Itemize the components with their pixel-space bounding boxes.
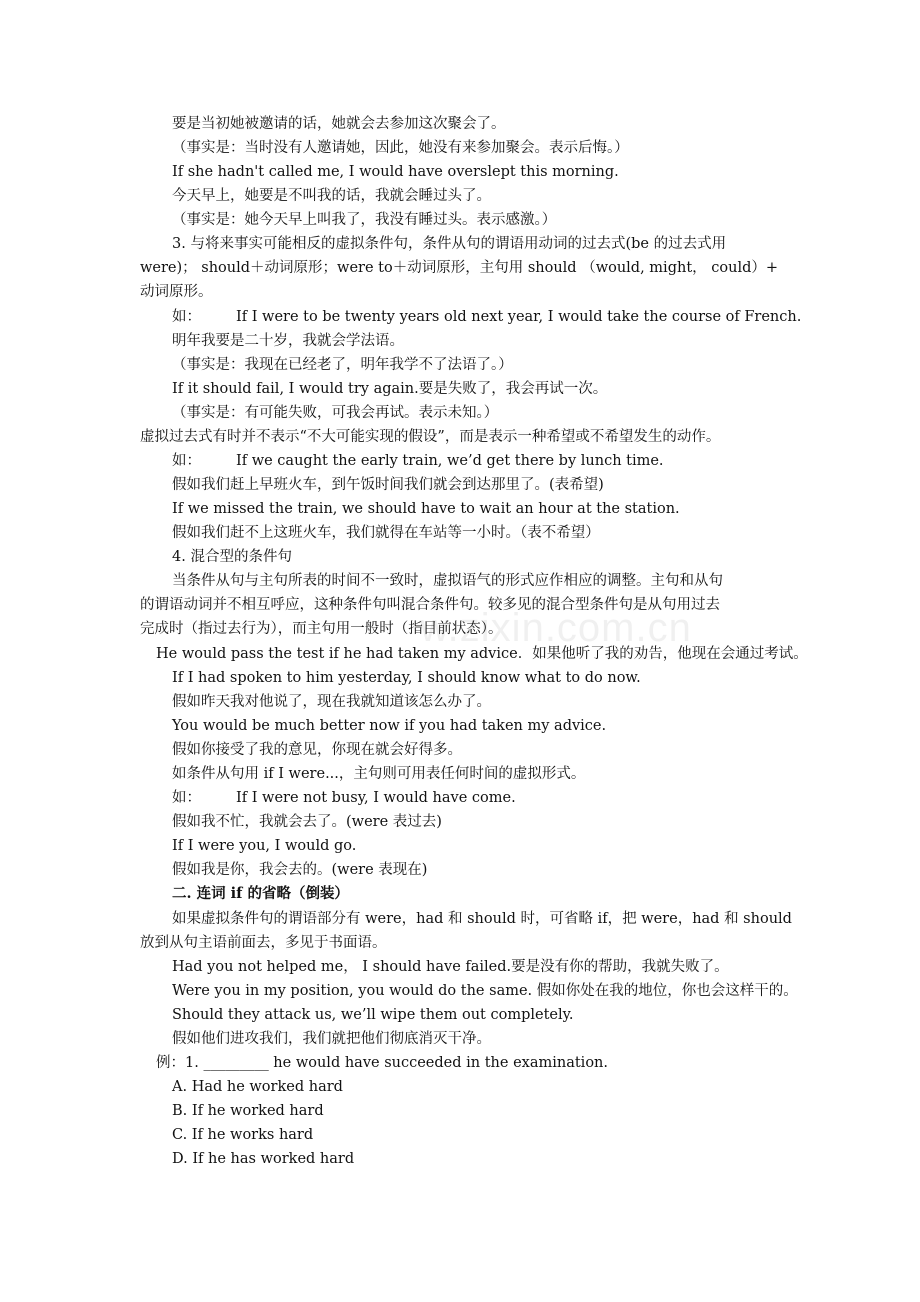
example-line — [172, 788, 516, 808]
text-line: If it should fail, I would try again.要是失败了，我会再试一次。 — [172, 381, 608, 397]
section-heading-4: 4. 混合型的条件句 — [172, 549, 292, 565]
text-line: were)； should＋动词原形；were to＋动词原形，主句用 should （would, might， could）+ — [140, 260, 779, 276]
exercise-question: 例：1. _________ he would have succeeded in the examination. — [156, 1055, 608, 1071]
example-prefix: 如： — [172, 790, 201, 806]
text-line: 假如我是你，我会去的。(were 表现在) — [172, 862, 428, 878]
text-line: 假如我们赶不上这班火车，我们就得在车站等一小时。（表不希望） — [172, 525, 600, 541]
text-line: If I were you, I would go. — [172, 838, 357, 854]
text-line: If she hadn't called me, I would have overslept this morning. — [172, 164, 619, 180]
option-a: A. Had he worked hard — [172, 1079, 343, 1095]
option-b: B. If he worked hard — [172, 1103, 324, 1119]
text-line: 当条件从句与主句所表的时间不一致时，虚拟语气的形式应作相应的调整。主句和从句 — [172, 573, 723, 589]
text-line: （事实是：我现在已经老了，明年我学不了法语了。） — [172, 357, 513, 373]
text-line: 虚拟过去式有时并不表示“不大可能实现的假设”，而是表示一种希望或不希望发生的动作。 — [140, 429, 721, 445]
watermark: w.zixin.com.cn — [420, 606, 692, 650]
text-line: 今天早上，她要是不叫我的话，我就会睡过头了。 — [172, 188, 491, 204]
text-line: 明年我要是二十岁，我就会学法语。 — [172, 333, 404, 349]
text-line: （事实是：当时没有人邀请她，因此，她没有来参加聚会。表示后悔。） — [172, 140, 629, 156]
text-line: Had you not helped me， I should have failed.要是没有你的帮助，我就失败了。 — [172, 959, 729, 975]
text-line: 要是当初她被邀请的话，她就会去参加这次聚会了。 — [172, 116, 506, 132]
text-line: He would pass the test if he had taken my advice．如果他听了我的劝告，他现在会通过考试。 — [156, 646, 808, 662]
example-line — [172, 307, 801, 327]
example-line — [172, 451, 664, 471]
text-line: 动词原形。 — [140, 284, 213, 300]
text-line: 如条件从句用 if I were...，主句则可用表任何时间的虚拟形式。 — [172, 766, 586, 782]
option-c: C. If he works hard — [172, 1127, 314, 1143]
text-line: 假如我们赶上早班火车，到午饭时间我们就会到达那里了。(表希望) — [172, 477, 604, 493]
text-line: 假如我不忙，我就会去了。(were 表过去) — [172, 814, 442, 830]
example-prefix: 如： — [172, 309, 201, 325]
option-d: D. If he has worked hard — [172, 1151, 355, 1167]
section-heading-2: 二. 连词 if 的省略（倒装） — [172, 885, 349, 902]
text-line: （事实是：她今天早上叫我了，我没有睡过头。表示感激。） — [172, 212, 557, 228]
text-line: You would be much better now if you had taken my advice. — [172, 718, 607, 734]
text-line: 放到从句主语前面去，多见于书面语。 — [140, 935, 387, 951]
text-line: 假如昨天我对他说了，现在我就知道该怎么办了。 — [172, 694, 491, 710]
text-line: 如果虚拟条件句的谓语部分有 were，had 和 should 时，可省略 if，把 were，had 和 should — [172, 911, 792, 927]
text-line: If I had spoken to him yesterday, I should know what to do now. — [172, 670, 641, 686]
text-line: If we missed the train, we should have to wait an hour at the station. — [172, 501, 680, 517]
example-text: If I were not busy, I would have come. — [236, 790, 516, 806]
example-prefix: 如： — [172, 453, 201, 469]
text-line: 假如他们进攻我们，我们就把他们彻底消灭干净。 — [172, 1031, 491, 1047]
text-line: 完成时（指过去行为），而主句用一般时（指目前状态）。 — [140, 621, 503, 637]
text-line: （事实是：有可能失败，可我会再试。表示未知。） — [172, 405, 499, 421]
text-line: 假如你接受了我的意见，你现在就会好得多。 — [172, 742, 462, 758]
section-heading-3: 3. 与将来事实可能相反的虚拟条件句，条件从句的谓语用动词的过去式(be 的过去式用 — [172, 236, 727, 252]
example-text: If we caught the early train, we’d get there by lunch time. — [236, 453, 664, 469]
text-line: Were you in my position, you would do the same. 假如你处在我的地位，你也会这样干的。 — [172, 983, 798, 999]
text-line: Should they attack us, we’ll wipe them out completely. — [172, 1007, 574, 1023]
text-line: 的谓语动词并不相互呼应，这种条件句叫混合条件句。较多见的混合型条件句是从句用过去 — [140, 597, 720, 613]
example-text: If I were to be twenty years old next year, I would take the course of French. — [236, 309, 802, 325]
